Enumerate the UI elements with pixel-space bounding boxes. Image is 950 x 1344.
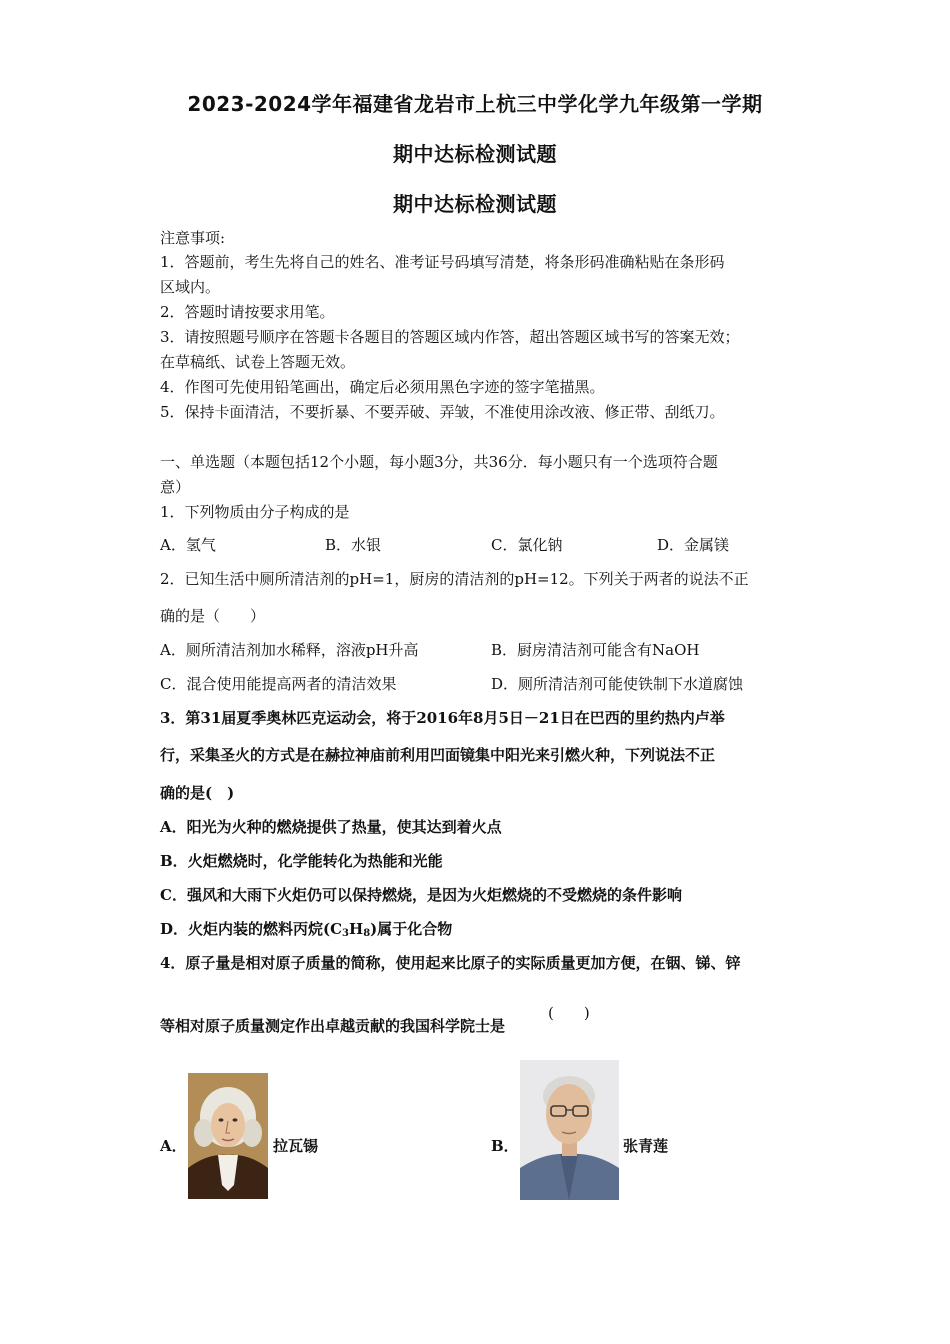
q2-stem: 2．已知生活中厕所清洁剂的pH=1，厨房的清洁剂的pH=12。下列关于两者的说法不正	[160, 570, 749, 588]
q2-option-c: C．混合使用能提高两者的清洁效果	[160, 675, 397, 693]
q3-option-d-post: )属于化合物	[370, 920, 453, 938]
q1-option-a: A．氢气	[160, 536, 216, 554]
notice-item-3: 3．请按照题号顺序在答题卡各题目的答题区域内作答，超出答题区域书写的答案无效；	[160, 328, 740, 346]
q1-option-b: B．水银	[325, 536, 382, 554]
section-heading: 一、单选题（本题包括12个小题，每小题3分，共36分．每小题只有一个选项符合题	[160, 453, 718, 471]
section-heading-cont: 意）	[160, 478, 191, 496]
q3-option-d-sub1: 3	[342, 928, 350, 939]
zhang-qinglian-portrait	[520, 1060, 619, 1200]
q4-stem: 4．原子量是相对原子质量的简称，使用起来比原子的实际质量更加方便，在铟、锑、锌	[160, 954, 741, 972]
q3-option-b: B．火炬燃烧时，化学能转化为热能和光能	[160, 852, 443, 870]
q2-option-d: D．厕所清洁剂可能使铁制下水道腐蚀	[491, 675, 744, 693]
q4-stem-cont: 等相对原子质量测定作出卓越贡献的我国科学院士是	[160, 1017, 506, 1035]
q3-option-a: A．阳光为火种的燃烧提供了热量，使其达到着火点	[160, 818, 502, 836]
q3-stem-end: 确的是( )	[160, 784, 235, 802]
exam-title-line1: 2023-2024学年福建省龙岩市上杭三中学化学九年级第一学期	[187, 92, 763, 116]
notice-item-4: 4．作图可先使用铅笔画出，确定后必须用黑色字迹的签字笔描黑。	[160, 378, 605, 396]
q2-stem-cont: 确的是（ ）	[160, 607, 266, 625]
q2-option-b: B．厨房清洁剂可能含有NaOH	[491, 641, 700, 659]
q3-option-d-sub2: 8	[363, 928, 371, 939]
q4-option-a-letter: A．	[160, 1137, 187, 1155]
q1-option-c: C．氯化钠	[491, 536, 563, 554]
q3-option-d-mid: H	[349, 920, 364, 938]
exam-title-line3: 期中达标检测试题	[393, 192, 557, 216]
notice-item-1: 1．答题前，考生先将自己的姓名、准考证号码填写清楚，将条形码准确粘贴在条形码	[160, 253, 725, 271]
q3-option-d-pre: D．火炬内装的燃料丙烷(C	[160, 920, 343, 938]
q3-stem: 3．第31届夏季奥林匹克运动会，将于2016年8月5日－21日在巴西的里约热内卢举	[160, 709, 725, 727]
q3-stem-cont: 行，采集圣火的方式是在赫拉神庙前利用凹面镜集中阳光来引燃火种，下列说法不正	[160, 746, 716, 764]
exam-title-line2: 期中达标检测试题	[393, 142, 557, 166]
q3-option-d	[160, 919, 452, 944]
notice-heading: 注意事项:	[160, 229, 226, 247]
q4-option-b-letter: B．	[491, 1137, 519, 1155]
notice-item-5: 5．保持卡面清洁，不要折暴、不要弄破、弄皱，不准使用涂改液、修正带、刮纸刀。	[160, 403, 725, 421]
lavoisier-portrait	[188, 1073, 268, 1199]
q2-option-a: A．厕所清洁剂加水稀释，溶液pH升高	[160, 641, 419, 659]
q4-option-b-name: 张青莲	[623, 1137, 669, 1155]
notice-item-3-cont: 在草稿纸、试卷上答题无效。	[160, 353, 356, 371]
q3-option-c: C．强风和大雨下火炬仍可以保持燃烧，是因为火炬燃烧的不受燃烧的条件影响	[160, 886, 682, 904]
q1-option-d: D．金属镁	[657, 536, 730, 554]
notice-item-2: 2．答题时请按要求用笔。	[160, 303, 335, 321]
notice-item-1-cont: 区域内。	[160, 278, 221, 296]
q4-option-a-name: 拉瓦锡	[273, 1137, 319, 1155]
q4-answer-paren: ( )	[548, 1004, 590, 1022]
q1-stem: 1．下列物质由分子构成的是	[160, 503, 350, 521]
